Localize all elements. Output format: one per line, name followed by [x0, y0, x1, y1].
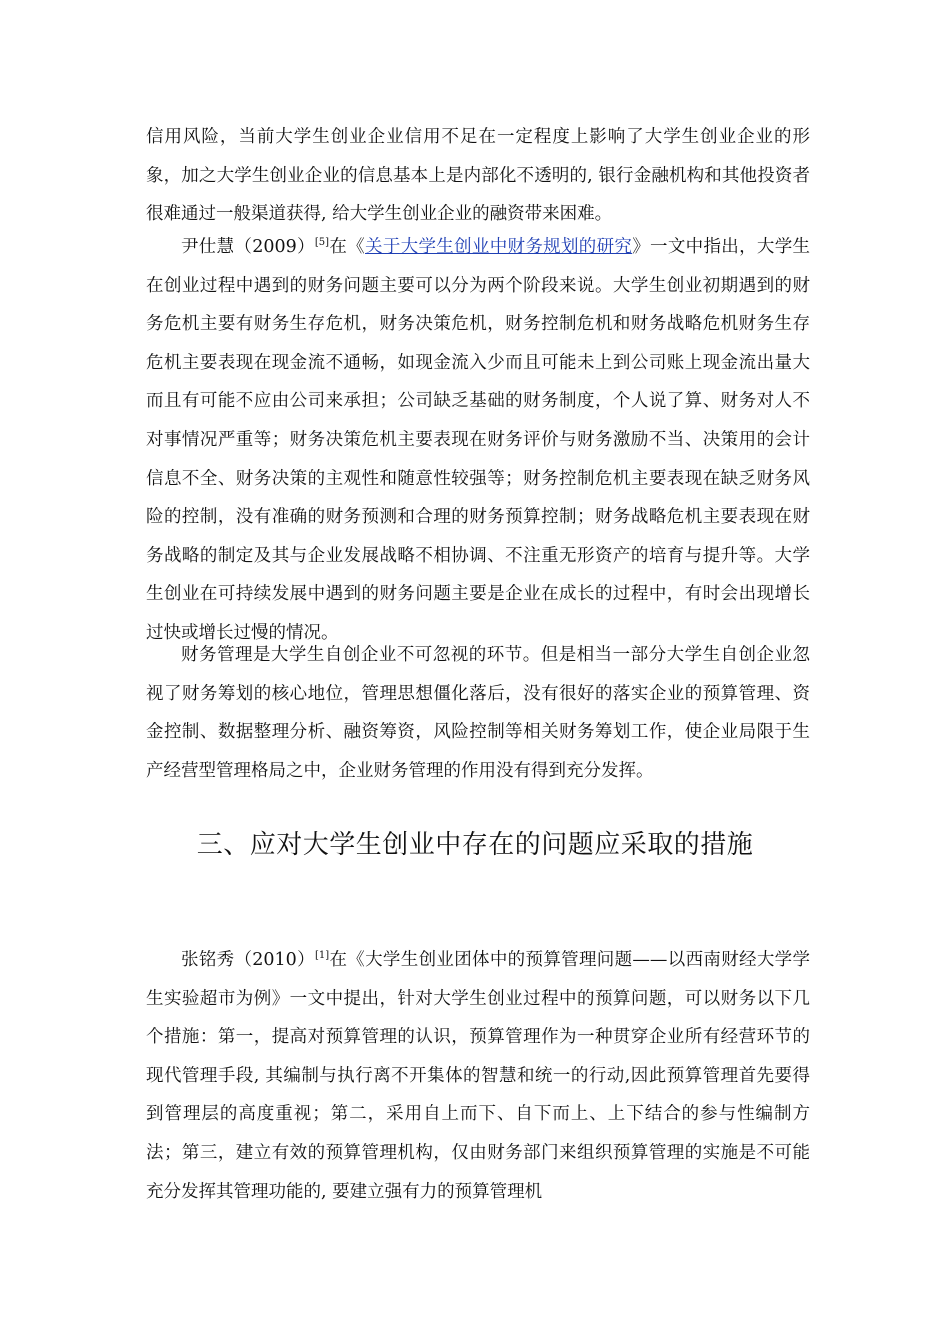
paragraph-credit-risk: 信用风险，当前大学生创业企业信用不足在一定程度上影响了大学生创业企业的形象，加之大学生创业企业的信息基本上是内部化不透明的, 银行金融机构和其他投资者很难通过一般渠道获得, 给大学生创业企业的融资带来困难。 [146, 127, 810, 225]
paragraph-yin-shihui [146, 228, 810, 653]
citation-author: 尹仕慧（2009） [181, 237, 315, 257]
citation-pre: 在《 [329, 237, 366, 257]
citation-reference[interactable]: [1] [314, 950, 330, 961]
paragraph-financial-management: 财务管理是大学生自创企业不可忽视的环节。但是相当一部分大学生自创企业忽视了财务筹划的核心地位，管理思想僵化落后，没有很好的落实企业的预算管理、资金控制、数据整理分析、融资筹资，风险控制等相关财务筹划工作，使企业局限于生产经营型管理格局之中，企业财务管理的作用没有得到充分发挥。 [146, 645, 810, 781]
citation-author: 张铭秀（2010） [181, 950, 315, 970]
paper-title-link[interactable]: 关于大学生创业中财务规划的研究 [365, 237, 633, 257]
section-heading: 三、应对大学生创业中存在的问题应采取的措施 [196, 830, 754, 860]
citation-reference[interactable]: [5] [314, 237, 330, 248]
paragraph-body: 》一文中指出，大学生在创业过程中遇到的财务问题主要可以分为两个阶段来说。大学生创业初期遇到的财务危机主要有财务生存危机，财务决策危机，财务控制危机和财务战略危机财务生存危机主要表现在现金流不通畅，如现金流入少而且可能未上到公司账上现金流出量大而且有可能不应由公司来承担；公司缺乏基础的财务制度，个人说了算、财务对人不对事情况严重等；财务决策危机主要表现在财务评价与财务激励不当、决策用的会计信息不全、财务决策的主观性和随意性较强等；财务控制危机主要表现在缺乏财务风险的控制，没有准确的财务预测和合理的财务预算控制；财务战略危机主要表现在财务战略的制定及其与企业发展战略不相协调、不注重无形资产的培育与提升等。大学生创业在可持续发展中遇到的财务问题主要是企业在成长的过程中，有时会出现增长过快或增长过慢的情况。 [146, 237, 811, 643]
paragraph-zhang-mingxiu [146, 941, 810, 1211]
paragraph-body: 在《大学生创业团体中的预算管理问题——以西南财经大学学生实验超市为例》一文中提出，针对大学生创业过程中的预算问题，可以财务以下几个措施：第一，提高对预算管理的认识，预算管理作为一种贯穿企业所有经营环节的现代管理手段, 其编制与执行离不开集体的智慧和统一的行动,因此预算管理首先要得到管理层的高度重视；第二，采用自上而下、自下而上、上下结合的参与性编制方法；第三，建立有效的预算管理机构，仅由财务部门来组织预算管理的实施是不可能充分发挥其管理功能的, 要建立强有力的预算管理机 [146, 950, 810, 1202]
